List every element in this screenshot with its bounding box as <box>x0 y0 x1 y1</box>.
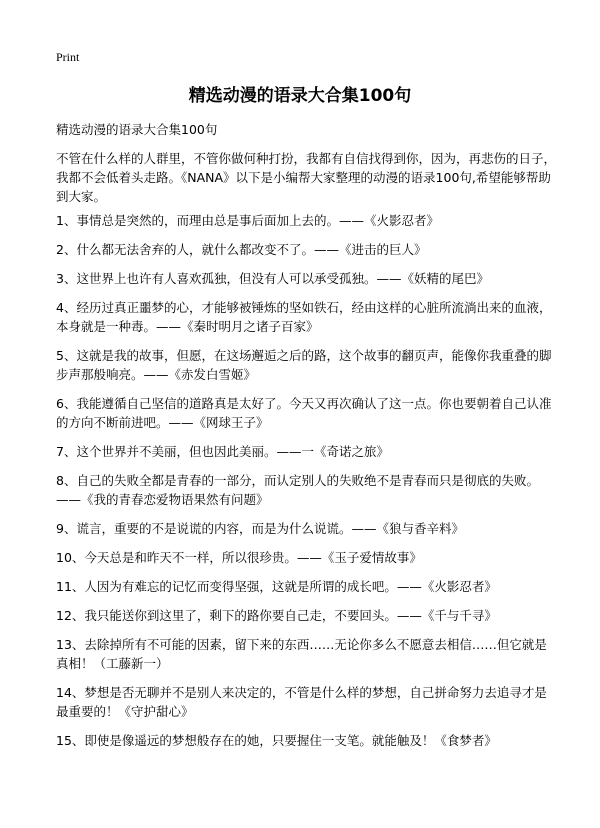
quote-item: 9、谎言，重要的不是说谎的内容，而是为什么说谎。——《狼与香辛料》 <box>56 521 464 536</box>
quote-item: 8、自己的失败全都是青春的一部分，而认定别人的失败绝不是青春而只是彻底的失败。——《我的青春恋爱物语果然有问题》 <box>56 473 539 507</box>
print-link[interactable]: Print <box>56 50 80 64</box>
quote-item: 2、什么都无法舍弃的人，就什么都改变不了。——《进击的巨人》 <box>56 242 427 257</box>
quote-item: 4、经历过真正噩梦的心，才能够被锤炼的坚如铁石，经由这样的心脏所流淌出来的血液，本身就是一种毒。——《秦时明月之诸子百家》 <box>56 300 552 334</box>
quote-item: 6、我能遵循自己坚信的道路真是太好了。今天又再次确认了这一点。你也要朝着自己认准的方向不断前进吧。——《网球王子》 <box>56 396 552 430</box>
quote-list <box>56 211 556 760</box>
quote-item: 11、人因为有难忘的记忆而变得坚强，这就是所谓的成长吧。——《火影忍者》 <box>56 579 497 594</box>
quote-item: 10、今天总是和昨天不一样，所以很珍贵。——《玉子爱情故事》 <box>56 550 422 565</box>
document-subtitle: 精选动漫的语录大合集100句 <box>56 122 218 137</box>
quote-item: 13、去除掉所有不可能的因素，留下来的东西……无论你多么不愿意去相信……但它就是真相！（工藤新一） <box>56 637 547 671</box>
intro-paragraph: 不管在什么样的人群里，不管你做何种打扮，我都有自信找得到你，因为，再悲伤的日子，我都不会低着头走路。《NANA》以下是小编帮大家整理的动漫的语录100句,希望能够帮助到大家。 <box>56 151 557 204</box>
quote-item: 12、我只能送你到这里了，剩下的路你要自己走，不要回头。——《千与千寻》 <box>56 608 497 623</box>
quote-item: 1、事情总是突然的，而理由总是事后面加上去的。——《火影忍者》 <box>56 213 439 228</box>
quote-item: 14、梦想是否无聊并不是别人来决定的，不管是什么样的梦想，自己拼命努力去追寻才是最重要的！《守护甜心》 <box>56 685 547 719</box>
quote-item: 15、即使是像遥远的梦想般存在的她，只要握住一支笔。就能触及！《食梦者》 <box>56 733 497 748</box>
quote-item: 3、这世界上也许有人喜欢孤独，但没有人可以承受孤独。——《妖精的尾巴》 <box>56 271 489 286</box>
quote-item: 5、这就是我的故事，但愿，在这场邂逅之后的路，这个故事的翻页声，能像你我重叠的脚步声那般响亮。——《赤发白雪姬》 <box>56 348 552 382</box>
page-title: 精选动漫的语录大合集100句 <box>188 86 412 106</box>
quote-item: 7、这个世界并不美丽，但也因此美丽。——一《奇诺之旅》 <box>56 444 389 459</box>
